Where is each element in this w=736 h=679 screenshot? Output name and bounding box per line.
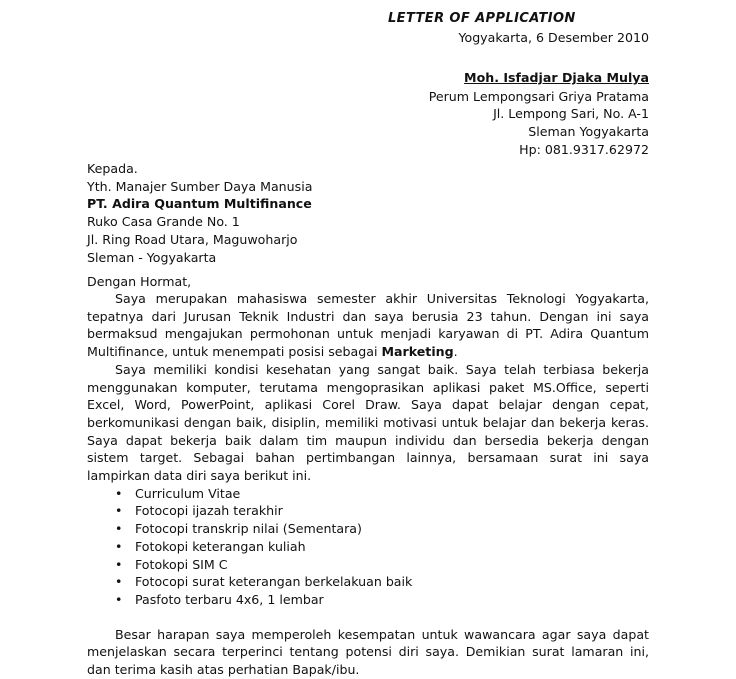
bullet-icon: • xyxy=(115,574,123,590)
sender-address-line: Sleman Yogyakarta xyxy=(528,124,649,140)
sender-block xyxy=(429,69,649,159)
list-item xyxy=(87,556,649,574)
recipient-address-line: Sleman - Yogyakarta xyxy=(87,249,217,265)
recipient-attention: Yth. Manajer Sumber Daya Manusia xyxy=(87,178,313,194)
list-item-label: Fotocopi surat keterangan berkelakuan baik xyxy=(135,574,413,590)
letter-date: Yogyakarta, 6 Desember 2010 xyxy=(458,30,649,45)
position-name: Marketing xyxy=(381,344,454,360)
bullet-icon: • xyxy=(115,556,123,572)
list-item xyxy=(87,573,649,591)
attachment-list xyxy=(87,485,649,609)
sender-address-line: Perum Lempongsari Griya Pratama xyxy=(428,88,649,104)
paragraph-closing: Besar harapan saya memperoleh kesempatan untuk wawancara agar saya dapat menjelaskan secara terperinci tentang potensi diri saya. Demikian surat lamaran ini, dan terima kasih atas perhatian Bapak/ibu. xyxy=(87,626,649,678)
list-item xyxy=(87,502,649,520)
bullet-icon: • xyxy=(115,503,123,519)
list-item-label: Fotocopi transkrip nilai (Sementara) xyxy=(135,521,362,537)
letter-title: LETTER OF APPLICATION xyxy=(388,11,576,26)
paragraph-intro-end: . xyxy=(453,344,458,360)
recipient-company: PT. Adira Quantum Multifinance xyxy=(87,196,312,212)
bullet-icon: • xyxy=(115,485,123,501)
sender-phone: Hp: 081.9317.62972 xyxy=(519,141,649,157)
list-item xyxy=(87,591,649,609)
sender-address-line: Jl. Lempong Sari, No. A-1 xyxy=(493,106,649,122)
sender-name: Moh. Isfadjar Djaka Mulya xyxy=(464,70,649,85)
recipient-address-line: Ruko Casa Grande No. 1 xyxy=(87,214,240,230)
list-item-label: Pasfoto terbaru 4x6, 1 lembar xyxy=(135,591,324,607)
list-item-label: Fotokopi keterangan kuliah xyxy=(135,538,306,554)
list-item-label: Fotokopi SIM C xyxy=(135,556,228,572)
paragraph-qualifications: Saya memiliki kondisi kesehatan yang sangat baik. Saya telah terbiasa bekerja menggunakan komputer, terutama mengoprasikan aplikasi paket MS.Office, seperti Excel, Word, PowerPoint, aplikasi Corel Draw. Saya dapat belajar dengan cepat, berkomunikasi dengan baik, disiplin, memiliki motivasi untuk belajar dan bekerja keras. Saya dapat bekerja baik dalam tim maupun individu dan bersedia bekerja dengan sistem target. Sebagai bahan pertimbangan lainnya, bersamaan surat ini saya lampirkan data diri saya berikut ini. xyxy=(87,361,649,484)
list-item xyxy=(87,485,649,503)
letter-body xyxy=(87,290,649,679)
recipient-block xyxy=(87,160,312,266)
bullet-icon: • xyxy=(115,538,123,554)
paragraph-intro xyxy=(87,290,649,361)
paragraph-intro-text: Saya merupakan mahasiswa semester akhir Universitas Teknologi Yogyakarta, tepatnya dari Jurusan Teknik Industri dan saya berusia 23 tahun. Dengan ini saya bermaksud mengajukan permohonan untuk menjadi karyawan di PT. Adira Quantum Multifinance, untuk menempati posisi sebagai xyxy=(87,291,649,360)
bullet-icon: • xyxy=(115,591,123,607)
list-item xyxy=(87,520,649,538)
list-item-label: Curriculum Vitae xyxy=(135,485,241,501)
list-item-label: Fotocopi ijazah terakhir xyxy=(135,503,283,519)
list-item xyxy=(87,538,649,556)
bullet-icon: • xyxy=(115,521,123,537)
recipient-intro: Kepada. xyxy=(87,161,138,176)
recipient-address-line: Jl. Ring Road Utara, Maguwoharjo xyxy=(87,231,298,247)
greeting: Dengan Hormat, xyxy=(87,274,192,289)
